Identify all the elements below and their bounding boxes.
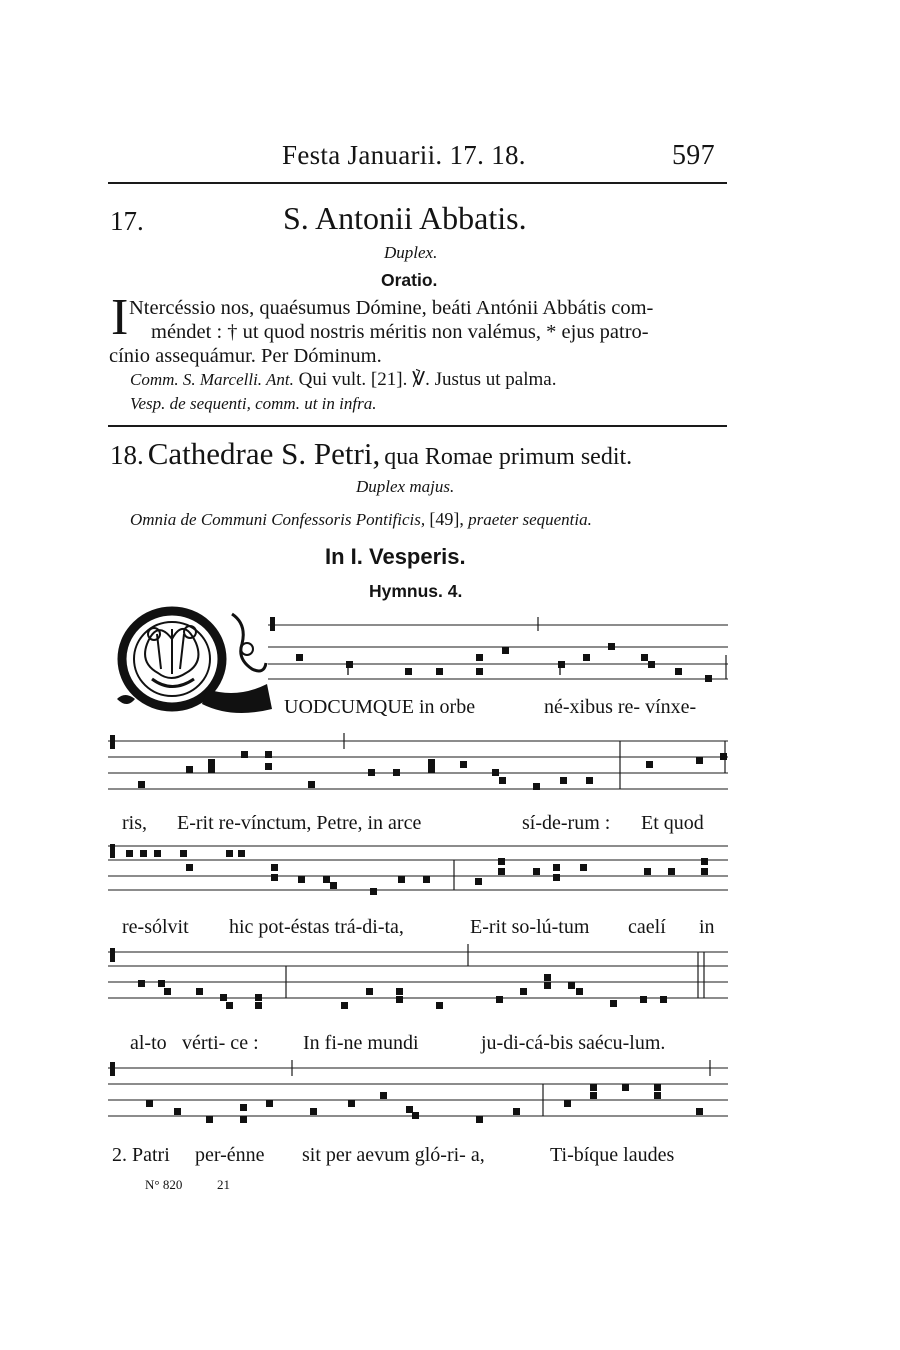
clef-icon [110,1062,115,1076]
commemoration-text: Qui vult. [21]. ℣. Justus ut palma. [298,369,557,390]
lyric-3d: caelí [628,916,666,938]
vespers-heading: In I. Vesperis. [325,544,466,569]
clef-icon [110,735,115,749]
lyric-2c: sí-de-rum : [522,812,611,834]
lyric-3e: in [699,916,715,938]
omnia-ref: [49], [429,509,464,529]
vespers-note: Vesp. de sequenti, comm. ut in infra. [130,394,377,413]
lyric-4b: vérti- ce : [182,1032,259,1054]
oratio-initial: I [111,289,129,346]
staff-lines [108,741,728,789]
lyric-2a: ris, [122,812,147,834]
staff-5 [108,1060,728,1140]
oratio-heading: Oratio. [381,270,438,290]
clef-icon [110,844,115,858]
clef-icon [270,617,275,631]
commemoration-line [130,368,556,391]
omnia-line [130,509,592,530]
staff-3 [108,838,728,908]
feast-18-title-tail: qua Romae primum sedit. [384,444,633,470]
page-number: 597 [672,140,715,171]
clef-icon [110,948,115,962]
feast-18-heading [110,436,632,472]
lyric-3c: E-rit so-lú-tum [470,916,590,938]
oratio-line-3: cínio assequámur. Per Dóminum. [109,345,382,367]
lyric-5c: sit per aevum gló-ri- a, [302,1144,485,1166]
signature-left: N° 820 [145,1177,183,1192]
omnia-text-a: Omnia de Communi Confessoris Pontificis, [130,510,426,529]
lyric-3a: re-sólvit [122,916,189,938]
feast-17-number: 17. [110,206,144,236]
lyric-2d: Et quod [641,812,704,834]
staff-2 [108,733,728,803]
commemoration-label: Comm. S. Marcelli. Ant. [130,370,294,389]
lyric-4d: ju-di-cá-bis saécu-lum. [481,1032,666,1054]
staff-1 [268,617,728,687]
lyric-5a: 2. Patri [112,1144,170,1166]
lyric-5b: per-énne [195,1144,265,1166]
section-rule [108,425,727,427]
oratio-line-2: méndet : † ut quod nostris méritis non valémus, * ejus patro- [151,321,649,343]
staff-lines [108,1068,728,1116]
lyric-4c: In fi-ne mundi [303,1032,419,1054]
running-title: Festa Januarii. 17. 18. [282,140,526,170]
feast-17-title: S. Antonii Abbatis. [283,200,527,236]
lyric-1b: né-xibus re- vínxe- [544,696,697,718]
decorated-initial-q-icon [112,604,277,719]
signature-right: 21 [217,1177,230,1192]
lyric-4a: al-to [130,1032,167,1054]
lyric-3b: hic pot-éstas trá-di-ta, [229,916,404,938]
feast-18-rank: Duplex majus. [356,477,455,496]
staff-lines [108,846,728,890]
staff-lines [268,625,728,679]
omnia-text-b: praeter sequentia. [468,510,592,529]
feast-17-rank: Duplex. [384,243,438,262]
staff-4 [108,944,728,1014]
hymn-heading: Hymnus. 4. [369,581,463,601]
header-rule [108,182,727,184]
lyric-5d: Ti-bíque laudes [550,1144,675,1166]
oratio-line-1: Ntercéssio nos, quaésumus Dómine, beáti Antónii Abbátis com- [129,297,654,319]
lyric-1a: UODCUMQUE in orbe [284,696,476,718]
feast-18-title: Cathedrae S. Petri, [147,436,381,471]
feast-18-number: 18. [110,440,144,470]
lyric-2b: E-rit re-vínctum, Petre, in arce [177,812,422,834]
